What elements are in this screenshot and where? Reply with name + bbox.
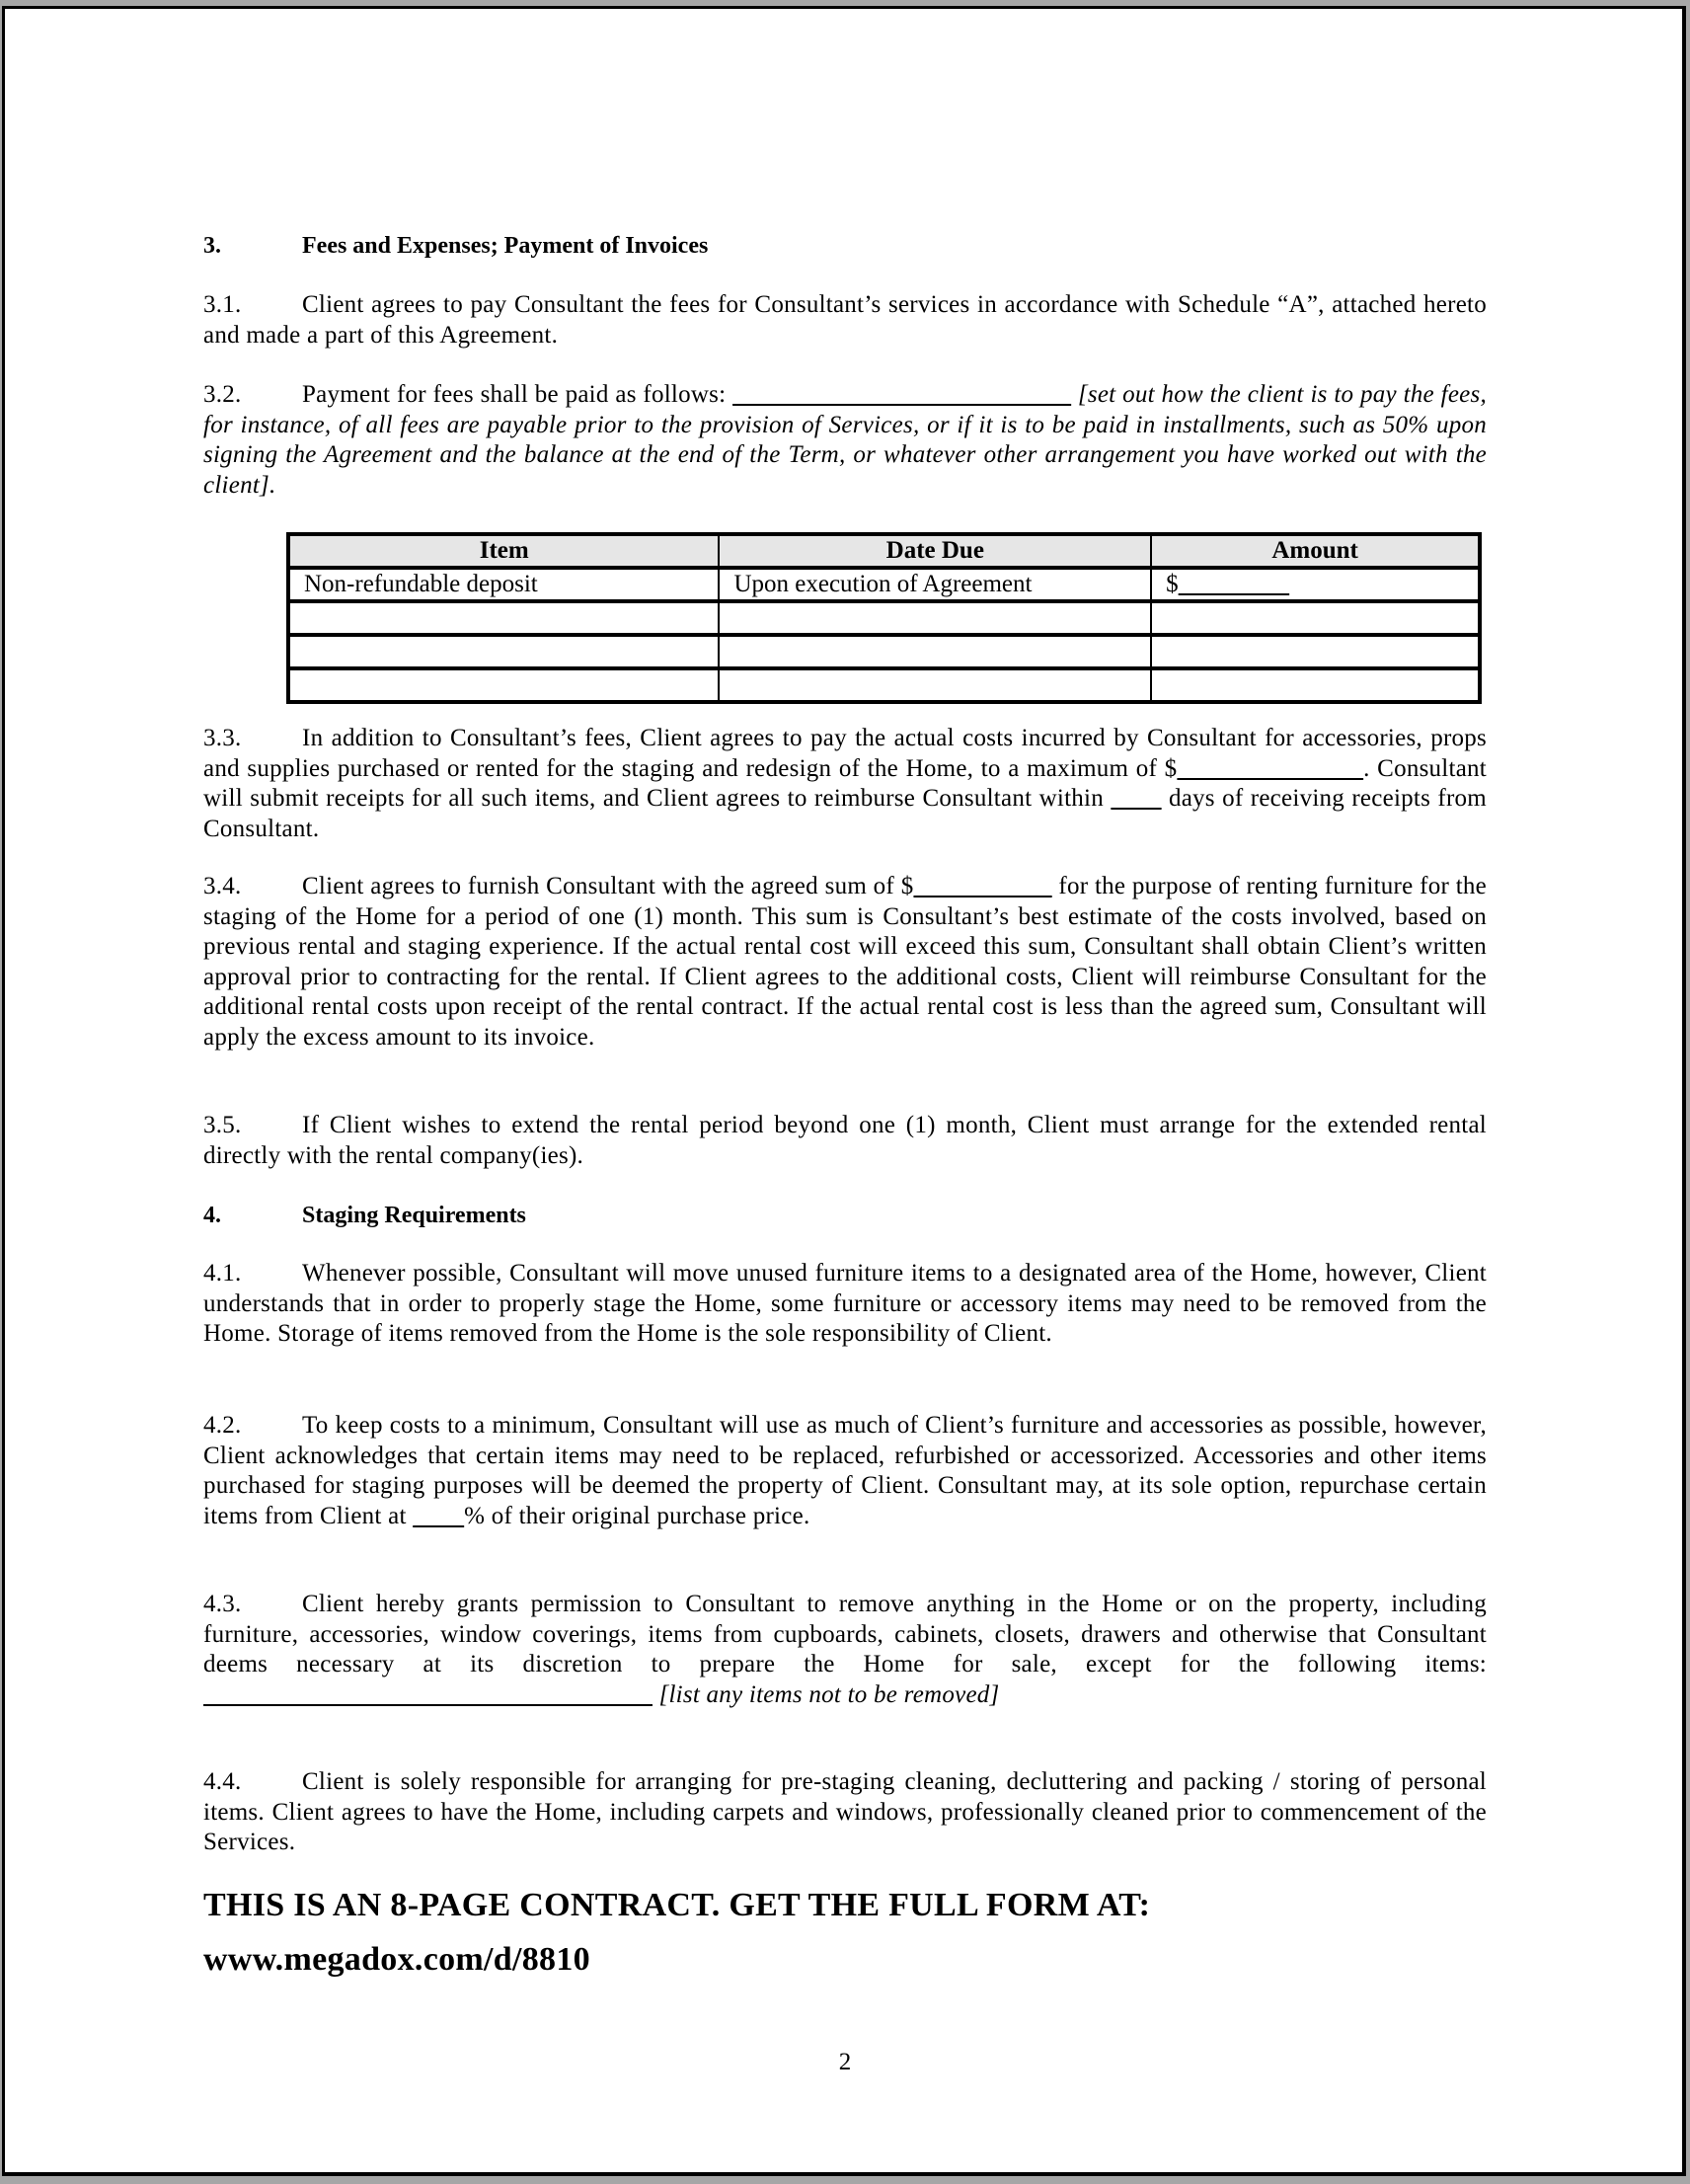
agreed-sum-blank[interactable]: [913, 873, 1051, 899]
cell-amount[interactable]: [1151, 668, 1480, 702]
cell-date-due[interactable]: [719, 601, 1151, 635]
cell-date-due[interactable]: [719, 635, 1151, 668]
clause-text: In addition to Consultant’s fees, Client agrees to pay the actual costs incurred by Consultant for accessories, props and supplies purchased or rented for the staging and redesign of the Home, to a maximum of $: [203, 725, 1487, 782]
cell-item: Non-refundable deposit: [288, 568, 719, 601]
clause-4-4: [203, 1767, 1487, 1858]
cell-amount[interactable]: [1151, 635, 1480, 668]
payment-terms-blank[interactable]: [732, 381, 1071, 408]
section-number: 4.: [203, 1203, 221, 1228]
cell-date-due: Upon execution of Agreement: [719, 568, 1151, 601]
clause-4-1: [203, 1259, 1487, 1350]
cell-amount[interactable]: [1151, 601, 1480, 635]
clause-text: Client agrees to pay Consultant the fees for Consultant’s services in accordance with Schedule “A”, attached hereto and made a part of this Agreement.: [203, 291, 1487, 349]
table-row: [288, 601, 1480, 635]
section-title: Fees and Expenses; Payment of Invoices: [302, 233, 709, 259]
page-number: 2: [838, 2049, 852, 2075]
header-amount: Amount: [1151, 534, 1480, 568]
table-row: [288, 568, 1480, 601]
instruction-note: [list any items not to be removed]: [653, 1680, 1000, 1708]
clause-text: To keep costs to a minimum, Consultant will use as much of Client’s furniture and accessories as possible, however, Client acknowledges that certain items may need to be replaced, refurbished or accessorized. Accessories and other items purchased for staging purposes will be deemed the property of Client. Consultant may, at its sole option, repurchase certain items from Client at: [203, 1412, 1487, 1529]
clause-number: 4.2.: [203, 1412, 242, 1439]
cell-item[interactable]: [288, 601, 719, 635]
section-4-heading: [203, 1203, 526, 1229]
cell-date-due[interactable]: [719, 668, 1151, 702]
section-number: 3.: [203, 233, 221, 259]
deposit-amount-blank[interactable]: [1179, 571, 1290, 597]
clause-3-1: [203, 290, 1487, 351]
clause-text: Client agrees to furnish Consultant with the agreed sum of $: [302, 873, 914, 899]
section-title: Staging Requirements: [302, 1203, 526, 1228]
instruction-note: [set out how the client is to pay the fees, for instance, of all fees are payable prior to the provision of Services, or if it is to be paid in installments, such as 50% upon signing the Agreement and the balance at the end of the Term, or whatever other arrangement you have worked out with the client].: [203, 381, 1487, 499]
table-row: [288, 635, 1480, 668]
clause-text: % of their original purchase price.: [464, 1502, 810, 1529]
clause-text: days of receiving receipts from Consultant.: [203, 785, 1487, 842]
repurchase-percent-blank[interactable]: [413, 1503, 464, 1529]
table-row: [288, 668, 1480, 702]
clause-number: 3.1.: [203, 291, 242, 318]
clause-text: Whenever possible, Consultant will move unused furniture items to a designated area of the Home, however, Client understands that in order to properly stage the Home, some furniture or accessory items may need to be removed from the Home. Storage of items removed from the Home is the sole responsibility of Client.: [203, 1260, 1487, 1348]
clause-number: 3.4.: [203, 873, 242, 899]
clause-4-3: [203, 1590, 1487, 1710]
header-date-due: Date Due: [719, 534, 1151, 568]
header-item: Item: [288, 534, 719, 568]
clause-3-3: [203, 724, 1487, 844]
clause-number: 3.5.: [203, 1112, 242, 1138]
clause-3-5: [203, 1111, 1487, 1171]
cta-url-link[interactable]: www.megadox.com/d/8810: [203, 1941, 590, 1978]
clause-text: Client hereby grants permission to Consultant to remove anything in the Home or on the property, including furniture, accessories, window coverings, items from cupboards, cabinets, closets, drawers and otherwise that Consultant deems necessary at its discretion to prepare the Home for sale, except for the following items:: [203, 1591, 1487, 1678]
max-cost-blank[interactable]: [1177, 755, 1363, 782]
cell-item[interactable]: [288, 668, 719, 702]
cell-item[interactable]: [288, 635, 719, 668]
clause-3-2: [203, 380, 1487, 501]
payment-schedule-table: [286, 532, 1482, 704]
clause-text: If Client wishes to extend the rental period beyond one (1) month, Client must arrange for the extended rental directly with the rental company(ies).: [203, 1112, 1487, 1169]
clause-text: . Consultant will submit receipts for all such items, and Client agrees to reimburse Consultant within: [203, 754, 1487, 813]
section-3-heading: [203, 233, 708, 260]
clause-3-4: [203, 872, 1487, 1053]
clause-number: 4.1.: [203, 1260, 242, 1287]
table-header-row: [288, 534, 1480, 568]
days-blank[interactable]: [1111, 785, 1161, 812]
excluded-items-blank[interactable]: [203, 1681, 653, 1708]
clause-number: 4.3.: [203, 1591, 242, 1617]
clause-number: 4.4.: [203, 1768, 242, 1795]
clause-4-2: [203, 1411, 1487, 1531]
clause-number: 3.3.: [203, 725, 242, 751]
cell-amount: [1151, 568, 1480, 601]
clause-text: Payment for fees shall be paid as follows:: [302, 381, 733, 408]
clause-number: 3.2.: [203, 381, 242, 408]
clause-text: Client is solely responsible for arranging for pre-staging cleaning, decluttering and packing / storing of personal items. Client agrees to have the Home, including carpets and windows, professionally cleaned prior to commencement of the Services.: [203, 1768, 1487, 1856]
clause-text: for the purpose of renting furniture for the staging of the Home for a period of one (1) month. This sum is Consultant’s best estimate of the costs involved, based on previous rental and staging experience. If the actual rental cost will exceed this sum, Consultant shall obtain Client’s written approval prior to contracting for the rental. If Client agrees to the additional costs, Client will reimburse Consultant for the additional rental costs upon receipt of the rental contract. If the actual rental cost is less than the agreed sum, Consultant will apply the excess amount to its invoice.: [203, 873, 1488, 1051]
cta-banner: THIS IS AN 8-PAGE CONTRACT. GET THE FULL FORM AT:: [203, 1887, 1151, 1923]
currency-symbol: $: [1166, 571, 1179, 597]
